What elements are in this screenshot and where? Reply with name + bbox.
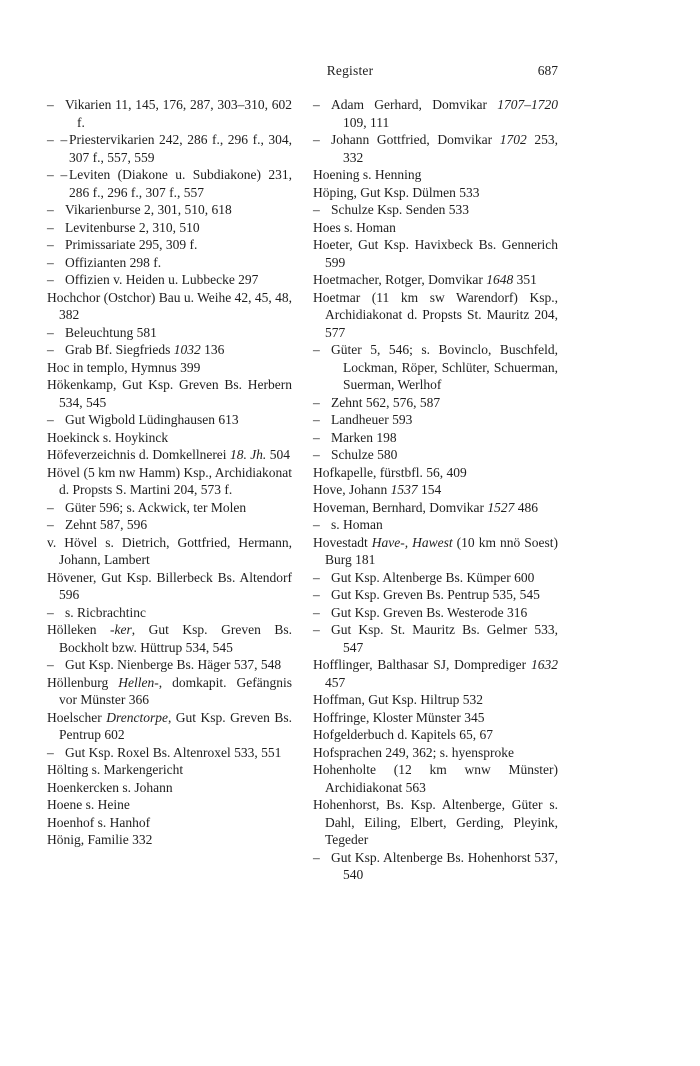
entry-text-part: s. Homan — [331, 517, 383, 532]
entry-italic-text: Have-, Hawest — [371, 534, 453, 550]
entry-dash: – — [47, 324, 58, 340]
index-entry-main — [47, 796, 292, 814]
entry-italic-text: 1702 — [499, 132, 527, 147]
entry-text-part: , Gut Ksp. Greven Bs. Bockholt bzw. Hüttrup 534, 545 — [59, 622, 292, 655]
entry-text-part: Hoetmacher, Rotger, Domvikar — [313, 272, 487, 287]
entry-dash: – — [47, 254, 58, 270]
entry-text-part: Höfeverzeichnis d. Domkellnerei — [47, 447, 230, 462]
index-entry-main — [47, 779, 292, 797]
entry-text — [331, 849, 558, 884]
index-subentry — [313, 394, 558, 412]
entry-text — [65, 499, 292, 517]
entry-dash: – — [313, 429, 324, 445]
entry-dash: – — [313, 569, 324, 585]
index-subentry — [47, 499, 292, 517]
index-entry-main — [47, 569, 292, 604]
entry-dash: – — [47, 342, 58, 357]
entry-dash: – — [47, 744, 58, 760]
entry-text-part: Zehnt 562, 576, 587 — [331, 394, 441, 410]
entry-dash: – – — [47, 167, 71, 182]
entry-text — [65, 604, 292, 622]
entry-text — [331, 394, 558, 412]
index-entry-main — [47, 359, 292, 377]
entry-dash: – — [47, 219, 58, 235]
index-entry-main — [47, 376, 292, 411]
entry-dash: – — [313, 622, 324, 637]
entry-italic-text: Hellen- — [118, 674, 159, 690]
entry-text — [65, 744, 292, 762]
index-entry-main — [47, 621, 292, 656]
entry-text — [331, 96, 558, 131]
index-subentry — [313, 201, 558, 219]
entry-italic-text: 1648 — [486, 272, 514, 287]
entry-text — [331, 201, 558, 219]
index-entry-main — [313, 236, 558, 271]
entry-dash: – — [313, 517, 324, 532]
page-number: 687 — [537, 63, 558, 78]
entry-text-part: Grab Bf. Siegfrieds — [65, 342, 174, 357]
entry-italic-text: 1632 — [531, 657, 558, 672]
entry-dash: – — [313, 97, 324, 112]
entry-text — [65, 254, 292, 272]
entry-dash: – – — [47, 132, 71, 147]
index-entry-main — [313, 761, 558, 796]
entry-text-part: Hoetmar (11 km sw Warendorf) Ksp., Archidiakonat d. Propsts St. Mauritz 204, 577 — [313, 289, 558, 340]
entry-text — [65, 201, 292, 219]
entry-text-part: Hohenholte (12 km wnw Münster) Archidiakonat 563 — [313, 762, 558, 795]
entry-dash: – — [47, 202, 58, 217]
entry-text — [331, 516, 558, 534]
entry-text-part: Johann Gottfried, Domvikar — [331, 132, 500, 147]
index-entry-main — [313, 166, 558, 184]
entry-text — [331, 411, 558, 429]
entry-text — [331, 446, 558, 464]
index-subentry — [47, 744, 292, 762]
entry-text-part: Hofsprachen 249, 362; s. hyensproke — [313, 744, 514, 760]
entry-text-part: Gut Ksp. St. Mauritz Bs. Gelmer 533, 547 — [331, 622, 558, 655]
entry-text-part: 351 — [513, 272, 537, 287]
entry-dash: – — [313, 587, 324, 602]
entry-italic-text: 1537 — [390, 482, 418, 497]
entry-text — [331, 429, 558, 447]
entry-italic-text: 1527 — [487, 499, 515, 515]
entry-text-part: Hoc in templo, Hymnus 399 — [47, 359, 201, 375]
entry-text-part: Güter 5, 546; s. Bovinclo, Buschfeld, Lockman, Röper, Schlüter, Schuerman, Suerman, Werlhof — [331, 342, 558, 392]
index-entry-main — [313, 464, 558, 482]
index-subentry — [313, 516, 558, 534]
entry-text-part: Schulze Ksp. Senden 533 — [331, 202, 469, 217]
index-entry-main — [313, 709, 558, 727]
entry-dash: – — [313, 447, 324, 462]
index-entry-main — [313, 691, 558, 709]
index-subentry — [313, 131, 558, 166]
index-column-left — [47, 96, 292, 849]
entry-dash: – — [47, 97, 58, 112]
entry-text-part: Gut Ksp. Roxel Bs. Altenroxel 533, 551 — [65, 744, 282, 760]
index-entry-main — [313, 289, 558, 342]
entry-text-part: Hoffringe, Kloster Münster 345 — [313, 709, 485, 725]
index-entry-main — [313, 219, 558, 237]
entry-text-part: 253, 332 — [343, 132, 559, 165]
index-subentry — [47, 236, 292, 254]
entry-text-part: Hove, Johann — [313, 482, 391, 497]
index-subentry — [47, 516, 292, 534]
entry-text — [331, 621, 558, 656]
entry-text-part: 154 — [417, 482, 442, 497]
entry-text-part: Hofflinger, Balthasar SJ, Domprediger — [313, 657, 531, 672]
entry-text-part: Hochchor (Ostchor) Bau u. Weihe 42, 45, 48, 382 — [47, 289, 292, 322]
index-entry-main — [313, 744, 558, 762]
entry-text-part: s. Ricbrachtinc — [65, 604, 146, 620]
index-subentry — [313, 96, 558, 131]
running-head: Register — [326, 63, 374, 78]
entry-text-part: Beleuchtung 581 — [65, 324, 157, 340]
entry-text-part: Hoenkercken s. Johann — [47, 779, 173, 795]
entry-dash: – — [313, 412, 324, 427]
entry-text-part: Marken 198 — [331, 429, 397, 445]
index-entry-main — [313, 499, 558, 517]
index-subentry — [47, 201, 292, 219]
index-entry-main — [47, 464, 292, 499]
index-entry-main — [313, 184, 558, 202]
entry-text-part: Hövel (5 km nw Hamm) Ksp., Archidiakonat d. Propsts S. Martini 204, 573 f. — [47, 464, 292, 497]
entry-text-part: Hoene s. Heine — [47, 797, 130, 812]
index-subsubentry — [47, 166, 292, 201]
index-entry-main — [47, 761, 292, 779]
index-entry-main — [313, 481, 558, 499]
index-subentry — [313, 621, 558, 656]
entry-text-part: Hoekinck s. Hoykinck — [47, 429, 169, 445]
entry-text-part: Gut Ksp. Nienberge Bs. Häger 537, 548 — [65, 657, 282, 672]
entry-text — [331, 341, 558, 394]
entry-dash: – — [313, 604, 324, 620]
entry-text — [65, 411, 292, 429]
entry-text-part: Gut Ksp. Greven Bs. Pentrup 535, 545 — [331, 587, 540, 602]
entry-text-part: Höping, Gut Ksp. Dülmen 533 — [313, 184, 480, 200]
entry-text-part: Hökenkamp, Gut Ksp. Greven Bs. Herbern 534, 545 — [47, 377, 292, 410]
entry-text-part: Hofgelderbuch d. Kapitels 65, 67 — [313, 727, 493, 742]
entry-text-part: 457 — [325, 674, 346, 690]
entry-text-part: 136 — [200, 342, 225, 357]
entry-text — [65, 516, 292, 534]
index-entry-main — [313, 271, 558, 289]
entry-text — [65, 219, 292, 237]
entry-text-part: Gut Ksp. Altenberge Bs. Kümper 600 — [331, 569, 535, 585]
entry-dash: – — [47, 517, 58, 532]
entry-text-part: Landheuer 593 — [331, 412, 413, 427]
index-entry-main — [313, 656, 558, 691]
entry-dash: – — [47, 412, 58, 427]
entry-text-part: Güter 596; s. Ackwick, ter Molen — [65, 499, 247, 515]
index-subentry — [313, 604, 558, 622]
index-entry-main — [47, 814, 292, 832]
entry-dash: – — [313, 342, 324, 357]
entry-text-part: Hövener, Gut Ksp. Billerbeck Bs. Altendorf 596 — [47, 569, 292, 602]
entry-text-part: , Gut Ksp. Greven Bs. Pentrup 602 — [59, 709, 292, 742]
index-subentry — [47, 96, 292, 131]
entry-text-part: 486 — [514, 499, 538, 515]
entry-text-part: Schulze 580 — [331, 447, 398, 462]
index-subentry — [47, 324, 292, 342]
entry-dash: – — [47, 272, 58, 287]
entry-text-part: Hovestadt — [313, 534, 372, 550]
entry-text-part: Gut Ksp. Altenberge Bs. Hohenhorst 537, 540 — [331, 849, 558, 882]
entry-text-part: Hönig, Familie 332 — [47, 832, 153, 847]
index-entry-main — [313, 726, 558, 744]
entry-dash: – — [47, 499, 58, 515]
entry-text-part: Hofkapelle, fürstbfl. 56, 409 — [313, 464, 467, 480]
entry-text-part: Hoveman, Bernhard, Domvikar — [313, 499, 488, 515]
entry-text-part: 504 — [266, 447, 290, 462]
entry-text-part: Vikarienburse 2, 301, 510, 618 — [65, 202, 232, 217]
entry-text-part: Gut Ksp. Greven Bs. Westerode 316 — [331, 604, 528, 620]
entry-text-part: Hoenhof s. Hanhof — [47, 814, 151, 830]
index-entry-main — [47, 446, 292, 464]
entry-text-part: Adam Gerhard, Domvikar — [331, 97, 498, 112]
entry-dash: – — [313, 202, 324, 217]
entry-text-part: Vikarien 11, 145, 176, 287, 303–310, 602 f. — [65, 97, 292, 130]
index-subentry — [47, 604, 292, 622]
entry-italic-text: -ker — [110, 622, 132, 637]
entry-dash: – — [47, 657, 58, 672]
index-subentry — [47, 271, 292, 289]
index-subentry — [313, 429, 558, 447]
index-entry-main — [47, 429, 292, 447]
entry-text-part: Priestervikarien 242, 286 f., 296 f., 304, 307 f., 557, 559 — [69, 132, 292, 165]
index-entry-main — [47, 289, 292, 324]
page-header — [0, 63, 700, 83]
entry-text-part: Hoes s. Homan — [313, 219, 396, 235]
entry-text — [331, 131, 558, 166]
entry-text — [65, 324, 292, 342]
entry-dash: – — [47, 604, 58, 620]
entry-text-part: Hoelscher — [47, 709, 107, 725]
index-subentry — [313, 849, 558, 884]
entry-text-part: 109, 111 — [343, 114, 390, 130]
entry-italic-text: 18. Jh. — [229, 447, 267, 462]
entry-text-part: Hohenhorst, Bs. Ksp. Altenberge, Güter s. Dahl, Eiling, Elbert, Gerding, Pleyink, Tegeder — [313, 797, 558, 847]
index-entry-main — [47, 709, 292, 744]
entry-text — [65, 656, 292, 674]
entry-text-part: Offizien v. Heiden u. Lubbecke 297 — [65, 272, 259, 287]
index-subentry — [47, 411, 292, 429]
entry-text — [331, 569, 558, 587]
index-subentry — [313, 411, 558, 429]
index-entry-main — [47, 831, 292, 849]
entry-text-part: (10 km nnö Soest) Burg 181 — [325, 534, 558, 567]
entry-text-part: Offizianten 298 f. — [65, 254, 162, 270]
entry-text — [69, 131, 292, 166]
entry-text-part: , domkapit. Gefängnis vor Münster 366 — [59, 674, 292, 707]
entry-text-part: Höllenburg — [47, 674, 119, 690]
entry-text-part: Levitenburse 2, 310, 510 — [65, 219, 200, 235]
entry-text-part: Hoening s. Henning — [313, 167, 422, 182]
entry-text — [65, 236, 292, 254]
index-subentry — [47, 341, 292, 359]
index-subentry — [313, 446, 558, 464]
index-subentry — [47, 254, 292, 272]
entry-text — [331, 604, 558, 622]
entry-text-part: Gut Wigbold Lüdinghausen 613 — [65, 412, 239, 427]
index-subentry — [313, 341, 558, 394]
entry-text — [65, 271, 292, 289]
entry-text-part: Hölleken — [47, 622, 111, 637]
entry-text-part: v. Hövel s. Dietrich, Gottfried, Hermann, Johann, Lambert — [47, 534, 292, 567]
entry-dash: – — [47, 237, 58, 252]
entry-italic-text: Drenctorpe — [106, 709, 168, 725]
index-entry-main — [47, 674, 292, 709]
entry-text-part: Leviten (Diakone u. Subdiakone) 231, 286 f., 296 f., 307 f., 557 — [69, 167, 292, 200]
entry-text — [65, 341, 292, 359]
index-subentry — [313, 586, 558, 604]
index-entry-main — [47, 534, 292, 569]
entry-dash: – — [313, 132, 324, 147]
entry-italic-text: 1707–1720 — [497, 97, 558, 112]
entry-text — [65, 96, 292, 131]
entry-dash: – — [313, 849, 324, 865]
index-entry-main — [313, 796, 558, 849]
entry-text — [331, 586, 558, 604]
entry-text-part: Primissariate 295, 309 f. — [65, 237, 198, 252]
index-column-right — [313, 96, 558, 884]
index-subsubentry — [47, 131, 292, 166]
entry-text — [69, 166, 292, 201]
index-entry-main — [313, 534, 558, 569]
index-subentry — [47, 219, 292, 237]
entry-text-part: Hölting s. Markengericht — [47, 762, 184, 777]
entry-text-part: Hoffman, Gut Ksp. Hiltrup 532 — [313, 692, 483, 707]
entry-text-part: Zehnt 587, 596 — [65, 517, 148, 532]
index-subentry — [313, 569, 558, 587]
entry-text-part: Hoeter, Gut Ksp. Havixbeck Bs. Gennerich 599 — [313, 237, 558, 270]
index-subentry — [47, 656, 292, 674]
entry-italic-text: 1032 — [173, 342, 201, 357]
entry-dash: – — [313, 394, 324, 410]
